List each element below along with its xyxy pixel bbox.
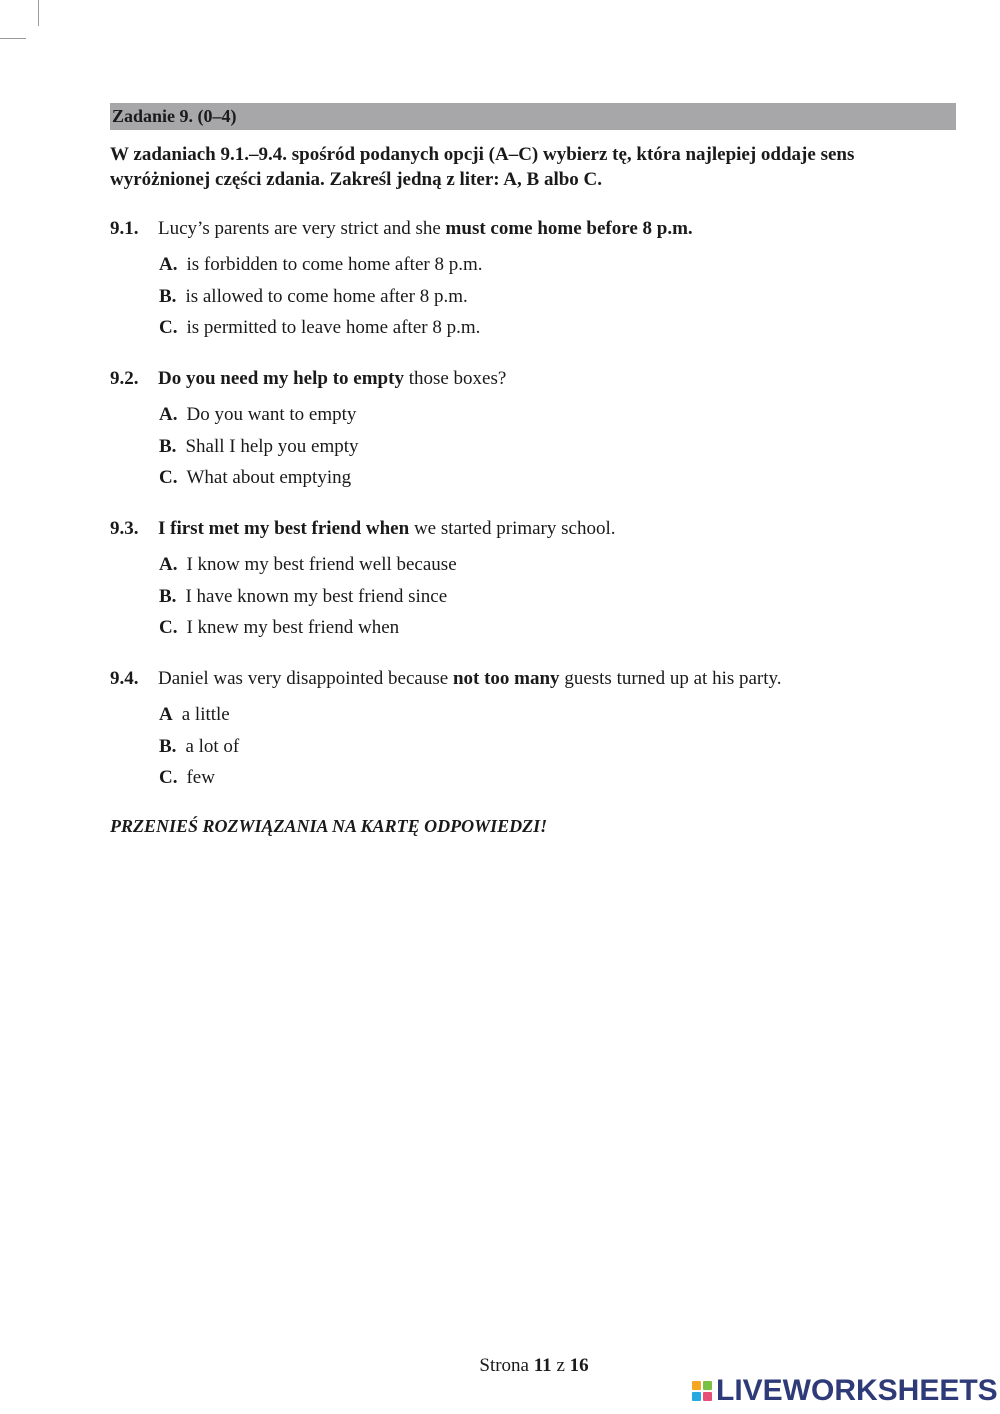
instruction-line-2: wyróżnionej części zdania. Zakreśl jedną z liter: A, B albo C. [110, 169, 603, 190]
option-text: Do you want to empty [186, 404, 357, 425]
question-text [158, 517, 616, 541]
option-letter[interactable]: C. [159, 317, 178, 338]
question-number: 9.2. [110, 368, 139, 389]
option-9-4-c[interactable] [159, 766, 215, 790]
page-label: Strona [479, 1355, 529, 1376]
option-text: Shall I help you empty [185, 436, 359, 457]
question-text [158, 217, 693, 241]
logo-tile [692, 1392, 701, 1401]
option-text: is forbidden to come home after 8 p.m. [186, 254, 483, 275]
transfer-answers-note: PRZENIEŚ ROZWIĄZANIA NA KARTĘ ODPOWIEDZI! [110, 816, 548, 836]
question-text-post: guests turned up at his party. [559, 668, 782, 689]
option-letter[interactable]: C. [159, 617, 178, 638]
option-letter[interactable]: A. [159, 254, 178, 275]
option-9-2-b[interactable] [159, 435, 359, 459]
page-current: 11 [533, 1355, 552, 1376]
question-text-pre: Lucy’s parents are very strict and she [158, 218, 446, 239]
page-total: 16 [569, 1355, 589, 1376]
option-9-1-b[interactable] [159, 285, 468, 309]
question-number: 9.3. [110, 518, 139, 539]
option-letter[interactable]: B. [159, 736, 177, 757]
logo-tile [703, 1381, 712, 1390]
option-letter[interactable]: A [159, 704, 173, 725]
logo-tile [692, 1381, 701, 1390]
logo-tile [703, 1392, 712, 1401]
option-letter[interactable]: C. [159, 467, 178, 488]
question-text-post: we started primary school. [409, 518, 616, 539]
option-text: a lot of [185, 736, 240, 757]
option-text: I knew my best friend when [186, 617, 400, 638]
option-9-3-a[interactable] [159, 553, 457, 577]
question-number: 9.1. [110, 218, 139, 239]
question-text-highlight: must come home before 8 p.m. [445, 218, 693, 239]
question-text [158, 367, 506, 391]
option-letter[interactable]: B. [159, 586, 177, 607]
task-instruction [110, 142, 930, 192]
option-9-3-c[interactable] [159, 616, 399, 640]
option-9-1-c[interactable] [159, 316, 480, 340]
option-text: a little [181, 704, 230, 725]
option-letter[interactable]: A. [159, 404, 178, 425]
task-title: Zadanie 9. (0–4) [112, 106, 237, 126]
option-letter[interactable]: A. [159, 554, 178, 575]
logo-text: LIVEWORKSHEETS [716, 1374, 998, 1407]
liveworksheets-logo[interactable] [692, 1375, 998, 1407]
question-text-pre: Daniel was very disappointed because [158, 668, 453, 689]
question-text-post: those boxes? [403, 368, 507, 389]
liveworksheets-logo-icon [692, 1381, 712, 1401]
option-9-1-a[interactable] [159, 253, 483, 277]
option-9-3-b[interactable] [159, 585, 447, 609]
option-letter[interactable]: C. [159, 767, 178, 788]
option-9-4-b[interactable] [159, 735, 239, 759]
option-text: few [186, 767, 215, 788]
question-text [158, 667, 782, 691]
option-text: I have known my best friend since [185, 586, 448, 607]
option-9-2-a[interactable] [159, 403, 356, 427]
option-letter[interactable]: B. [159, 436, 177, 457]
option-text: is permitted to leave home after 8 p.m. [186, 317, 481, 338]
option-text: is allowed to come home after 8 p.m. [185, 286, 468, 307]
question-text-highlight: not too many [452, 668, 560, 689]
option-text: What about emptying [186, 467, 352, 488]
crop-mark-vertical [38, 0, 39, 26]
instruction-line-1: W zadaniach 9.1.–9.4. spośród podanych opcji (A–C) wybierz tę, która najlepiej oddaje sens [110, 144, 855, 165]
crop-mark-horizontal [0, 38, 26, 39]
option-9-2-c[interactable] [159, 466, 351, 490]
option-text: I know my best friend well because [186, 554, 457, 575]
question-number: 9.4. [110, 668, 139, 689]
page-separator: z [556, 1355, 565, 1376]
option-9-4-a[interactable] [159, 703, 230, 727]
task-title-bar [110, 103, 956, 130]
question-text-highlight: Do you need my help to empty [158, 368, 404, 389]
option-letter[interactable]: B. [159, 286, 177, 307]
question-text-highlight: I first met my best friend when [158, 518, 410, 539]
